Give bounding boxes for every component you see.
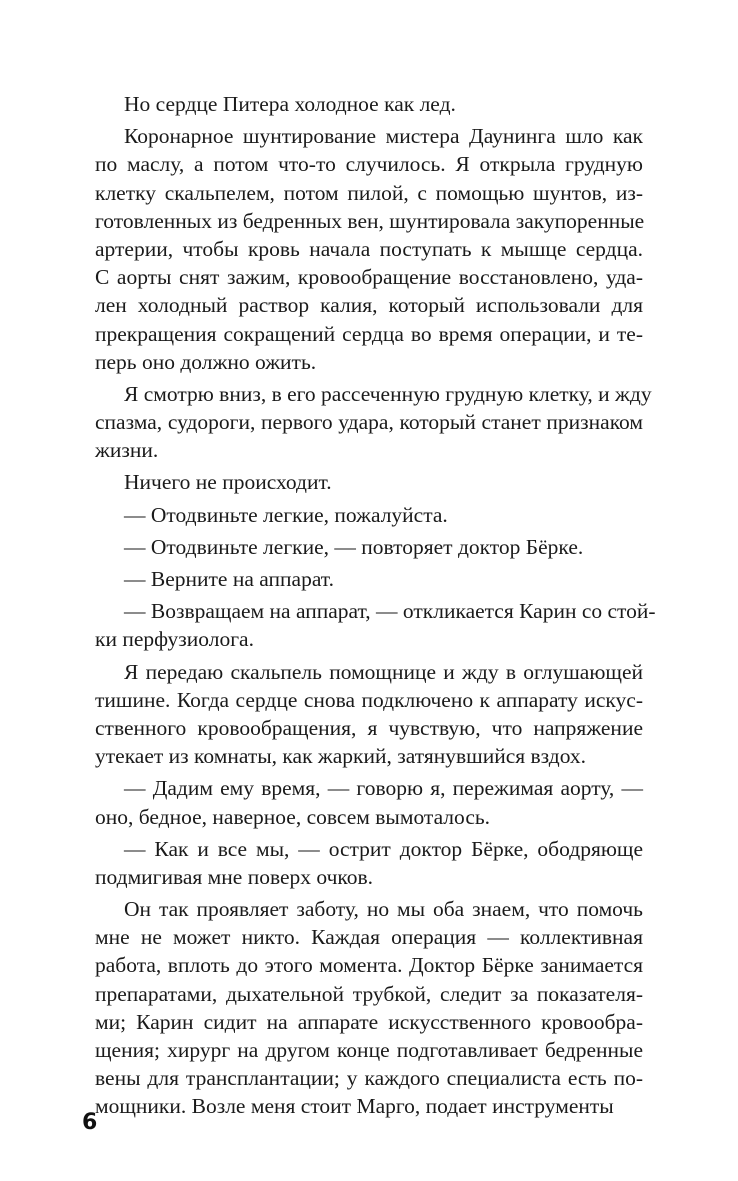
text-line: мощники. Возле меня стоит Марго, подает инструменты [95, 1094, 614, 1119]
text-line: Я передаю скальпель помощнице и жду в оглушающей [124, 659, 643, 684]
paragraph [95, 597, 656, 653]
text-line: вены для трансплантации; у каждого специалиста есть по- [95, 1066, 643, 1091]
paragraph [95, 533, 643, 561]
text-line: щения; хирург на другом конце подготавливает бедренные [95, 1038, 643, 1062]
text-line: прекращения сокращений сердца во время операции, и те- [95, 321, 643, 346]
text-line: Он так проявляет заботу, но мы оба знаем, что помочь [124, 897, 643, 922]
text-line: работа, вплоть до этого момента. Доктор Бёрке занимается [95, 953, 643, 978]
text-line: оно, бедное, наверное, совсем вымоталось. [95, 804, 491, 829]
text-line: — Возвращаем на аппарат, — откликается Карин со стой- [124, 599, 656, 624]
paragraph [95, 90, 643, 118]
text-line: препаратами, дыхательной трубкой, следит за показателя- [95, 981, 643, 1006]
paragraph [95, 895, 643, 1121]
paragraph [95, 122, 643, 376]
text-line: — Отодвиньте легкие, — повторяет доктор Бёрке. [124, 534, 584, 559]
text-line: Я смотрю вниз, в его рассеченную грудную клетку, и жду [124, 381, 652, 406]
text-line: артерии, чтобы кровь начала поступать к мышце сердца. [95, 236, 643, 261]
text-line: спазма, судороги, первого удара, который станет признаком [95, 410, 643, 435]
text-line: — Дадим ему время, — говорю я, пережимая аорту, — [124, 776, 643, 801]
paragraph [95, 380, 652, 465]
paragraph [95, 501, 643, 529]
paragraph [95, 658, 643, 771]
text-line: жизни. [95, 438, 159, 463]
text-line: ки перфузиолога. [95, 627, 254, 652]
text-line: тишине. Когда сердце снова подключено к аппарату искус- [95, 687, 643, 712]
text-line: мне не может никто. Каждая операция — коллективная [95, 925, 643, 950]
text-line: по маслу, а потом что-то случилось. Я открыла грудную [95, 152, 643, 177]
text-line: утекает из комнаты, как жаркий, затянувшийся вздох. [95, 744, 587, 769]
paragraph [95, 835, 643, 891]
text-line: клетку скальпелем, потом пилой, с помощью шунтов, из- [95, 180, 643, 205]
text-line: С аорты снят зажим, кровообращение восстановлено, уда- [95, 265, 643, 290]
paragraph [95, 565, 643, 593]
text-line: ственного кровообращения, я чувствую, что напряжение [95, 715, 643, 740]
text-line: — Верните на аппарат. [124, 567, 334, 591]
text-line: готовленных из бедренных вен, шунтировала закупоренные [95, 208, 645, 233]
text-line: лен холодный раствор калия, который использовали для [95, 293, 643, 318]
text-line: ми; Карин сидит на аппарате искусственного кровообра- [95, 1009, 643, 1034]
text-line: — Отодвиньте легкие, пожалуйста. [124, 502, 448, 527]
text-line: перь оно должно ожить. [95, 349, 317, 374]
paragraph [95, 468, 643, 496]
body-text [95, 90, 656, 1121]
paragraph [95, 774, 643, 830]
page-number: 6 [82, 1110, 98, 1135]
text-line: — Как и все мы, — острит доктор Бёрке, ободряюще [124, 836, 643, 861]
text-line: Но сердце Питера холодное как лед. [124, 92, 456, 116]
text-line: подмигивая мне поверх очков. [95, 864, 374, 889]
text-line: Коронарное шунтирование мистера Даунинга шло как [124, 124, 643, 149]
text-line: Ничего не происходит. [124, 470, 332, 495]
